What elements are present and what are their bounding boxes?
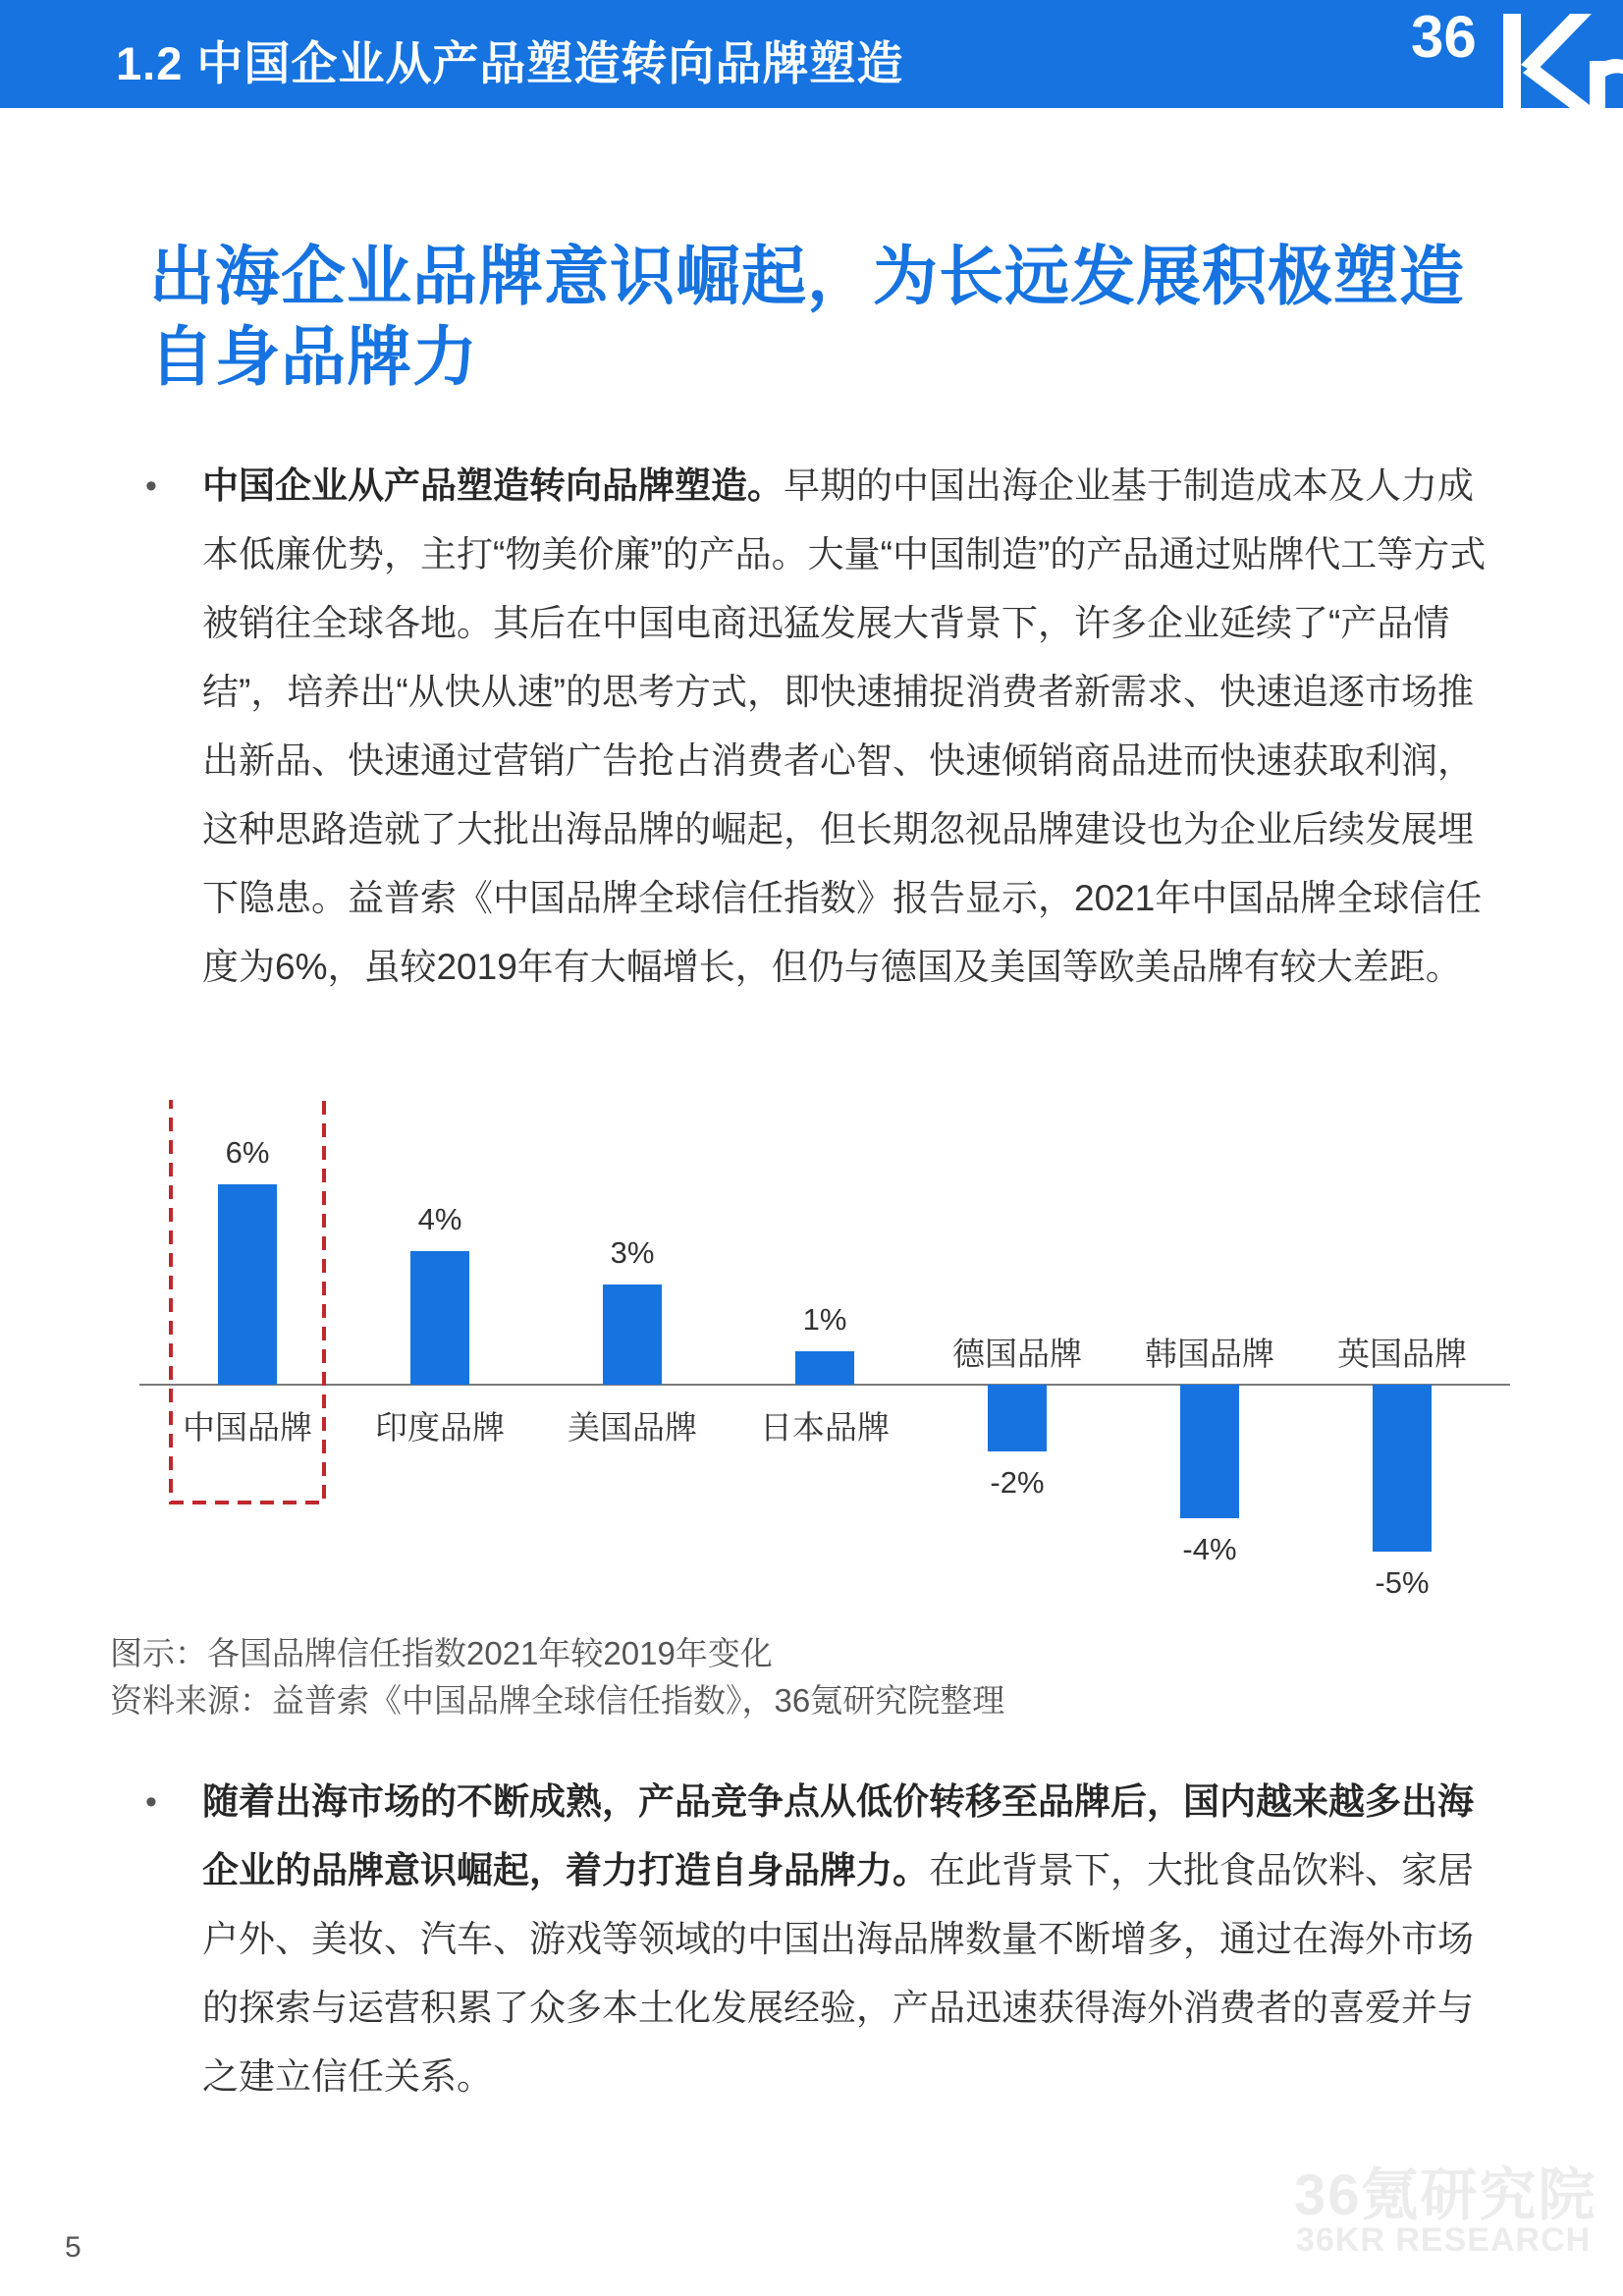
category-label-4: 日本品牌 bbox=[760, 1409, 890, 1446]
category-label-1: 中国品牌 bbox=[183, 1409, 312, 1446]
36kr-logo bbox=[1397, 0, 1623, 108]
category-label-5: 德国品牌 bbox=[952, 1336, 1082, 1372]
source-caption: 资料来源：益普索《中国品牌全球信任指数》，36氪研究院整理 bbox=[110, 1682, 1005, 1719]
value-label-3: 3% bbox=[610, 1235, 655, 1270]
value-label-5: -2% bbox=[990, 1465, 1045, 1500]
value-label-1: 6% bbox=[225, 1135, 270, 1170]
paragraph-body: 早期的中国出海企业基于制造成本及人力成本低廉优势，主打“物美价廉”的产品。大量“中国制造”的产品通过贴牌代工等方式被销往全球各地。其后在中国电商迅猛发展大背景下，许多企业延续了“产品情结”，培养出“从快从速”的思考方式，即快速捕捉消费者新需求、快速追逐市场推出新品、快速通过营销广告抢占消费者心智、快速倾销商品进而快速获取利润，这种思路造就了大批出海品牌的崛起，但长期忽视品牌建设也为企业后续发展埋下隐患。益普索《中国品牌全球信任指数》报告显示，2021年中国品牌全球信任度为6%，虽较2019年有大幅增长，但仍与德国及美国等欧美品牌有较大差距。 bbox=[202, 465, 1487, 987]
category-label-7: 英国品牌 bbox=[1337, 1336, 1467, 1372]
svg-text:36: 36 bbox=[1411, 4, 1477, 70]
bar-5 bbox=[988, 1385, 1047, 1451]
value-label-6: -4% bbox=[1182, 1532, 1237, 1566]
page-number: 5 bbox=[65, 2231, 81, 2264]
section-title: 1.2 中国企业从产品塑造转向品牌塑造 bbox=[116, 37, 904, 89]
paragraph-brand-shift bbox=[145, 452, 1488, 1002]
category-label-6: 韩国品牌 bbox=[1145, 1336, 1274, 1372]
watermark-en: 36KR RESEARCH bbox=[1296, 2221, 1592, 2259]
header-bar bbox=[0, 0, 1623, 108]
value-label-7: -5% bbox=[1375, 1565, 1430, 1600]
bar-1 bbox=[218, 1184, 277, 1385]
bar-7 bbox=[1373, 1385, 1432, 1552]
bar-3 bbox=[603, 1285, 662, 1385]
watermark-cn: 36氪研究院 bbox=[1294, 2163, 1597, 2227]
bullet-icon: • bbox=[145, 1783, 157, 1821]
bar-6 bbox=[1180, 1385, 1239, 1518]
value-label-2: 4% bbox=[417, 1202, 462, 1236]
paragraph-body: 在此背景下，大批食品饮料、家居户外、美妆、汽车、游戏等领域的中国出海品牌数量不断增多，通过在海外市场的探索与运营积累了众多本土化发展经验，产品迅速获得海外消费者的喜爱并与之建立信任关系。 bbox=[202, 1850, 1474, 2097]
figure-caption: 图示：各国品牌信任指数2021年较2019年变化 bbox=[110, 1635, 773, 1671]
category-label-3: 美国品牌 bbox=[568, 1409, 697, 1446]
bar-2 bbox=[410, 1251, 469, 1385]
bar-4 bbox=[795, 1351, 854, 1385]
page-heading: 出海企业品牌意识崛起，为长远发展积极塑造自身品牌力 bbox=[149, 240, 1465, 393]
paragraph-lead: 随着出海市场的不断成熟，产品竞争点从低价转移至品牌后，国内越来越多出海企业的品牌意识崛起，着力打造自身品牌力。 bbox=[202, 1781, 1474, 1890]
bar-chart-svg bbox=[0, 1100, 1623, 1630]
bullet-icon: • bbox=[145, 467, 157, 505]
brand-trust-chart bbox=[0, 1100, 1623, 1630]
paragraph-lead: 中国企业从产品塑造转向品牌塑造。 bbox=[202, 465, 784, 506]
paragraph-brand-awareness bbox=[145, 1768, 1488, 2111]
category-label-2: 印度品牌 bbox=[375, 1409, 505, 1446]
value-label-4: 1% bbox=[802, 1302, 847, 1337]
